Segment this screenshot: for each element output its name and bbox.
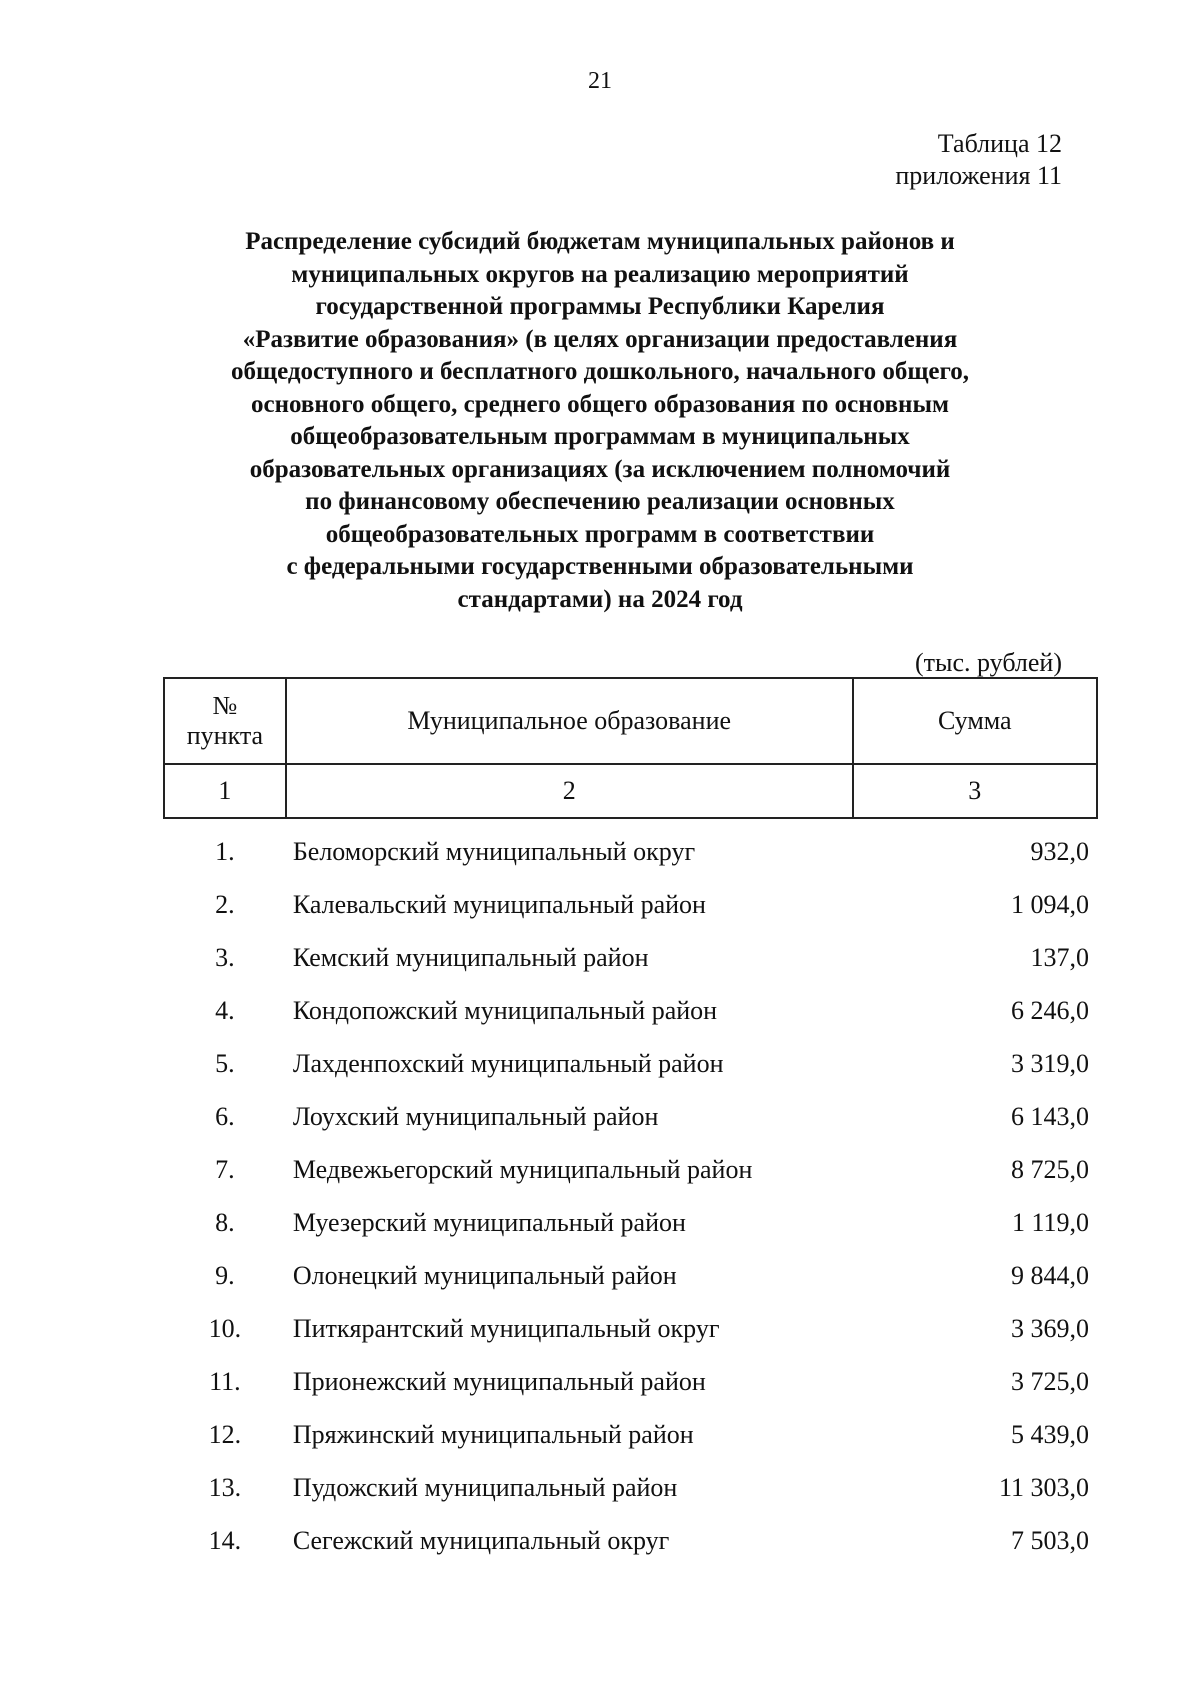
table-header (164, 678, 1097, 818)
table-row (164, 1514, 1097, 1567)
distribution-table (163, 677, 1098, 1567)
table-row (164, 1090, 1097, 1143)
row-municipality: Сегежский муниципальный округ (292, 1525, 670, 1555)
table-row (164, 1461, 1097, 1514)
table-reference-line1: Таблица 12 (937, 129, 1062, 158)
title-line: общедоступного и бесплатного дошкольного, начального общего, (230, 358, 970, 385)
row-number: 3. (215, 942, 235, 972)
row-number: 12. (208, 1419, 242, 1449)
row-sum: 1 094,0 (1011, 889, 1089, 919)
table-row (164, 878, 1097, 931)
row-municipality: Питкярантский муниципальный округ (292, 1313, 720, 1343)
row-number: 7. (215, 1154, 235, 1184)
table-body (164, 818, 1097, 1567)
header-number-label: пункта (186, 721, 264, 750)
row-municipality: Лоухский муниципальный район (292, 1101, 659, 1131)
row-number: 9. (215, 1260, 235, 1290)
row-municipality: Олонецкий муниципальный район (292, 1260, 677, 1290)
row-municipality: Кемский муниципальный район (292, 942, 649, 972)
row-sum: 6 246,0 (1011, 995, 1089, 1025)
row-municipality: Пряжинский муниципальный район (292, 1419, 694, 1449)
row-number: 10. (208, 1313, 242, 1343)
title-line: образовательных организациях (за исключением полномочий (249, 455, 951, 483)
row-number: 4. (215, 995, 235, 1025)
row-sum: 932,0 (1030, 836, 1089, 866)
header-number (164, 678, 286, 764)
table-row (164, 818, 1097, 878)
table-row (164, 931, 1097, 984)
row-sum: 3 369,0 (1011, 1313, 1089, 1343)
table-row (164, 1355, 1097, 1408)
row-municipality: Лахденпохский муниципальный район (292, 1048, 724, 1078)
row-municipality: Беломорский муниципальный округ (292, 836, 696, 866)
table-row (164, 1249, 1097, 1302)
title-line: муниципальных округов на реализацию мероприятий (291, 260, 909, 288)
title-line: стандартами) на 2024 год (457, 585, 743, 613)
title-line: основного общего, среднего общего образования по основным (250, 390, 950, 418)
page-number: 21 (588, 68, 612, 94)
row-sum: 9 844,0 (1011, 1260, 1089, 1290)
row-number: 8. (215, 1207, 235, 1237)
row-sum: 7 503,0 (1011, 1525, 1089, 1555)
table-reference-line2: приложения 11 (895, 161, 1062, 190)
row-municipality: Кондопожский муниципальный район (292, 995, 718, 1025)
column-number: 2 (286, 764, 853, 818)
table-row (164, 1143, 1097, 1196)
document-title (150, 226, 1050, 616)
header-sum: Сумма (853, 678, 1097, 764)
table-reference (895, 128, 1062, 192)
row-number: 6. (215, 1101, 235, 1131)
row-number: 5. (215, 1048, 235, 1078)
row-sum: 3 725,0 (1011, 1366, 1089, 1396)
title-line: по финансовому обеспечению реализации основных (305, 488, 895, 515)
table-row (164, 1408, 1097, 1461)
title-line: Распределение субсидий бюджетам муниципальных районов и (245, 228, 955, 255)
row-number: 1. (215, 836, 235, 866)
table-row (164, 1037, 1097, 1090)
row-municipality: Прионежский муниципальный район (292, 1366, 706, 1396)
column-number: 3 (853, 764, 1097, 818)
header-number-symbol: № (212, 691, 238, 720)
row-number: 13. (208, 1472, 242, 1502)
row-sum: 5 439,0 (1011, 1419, 1089, 1449)
title-line: общеобразовательных программ в соответствии (325, 520, 875, 548)
row-number: 2. (215, 889, 235, 919)
row-sum: 1 119,0 (1011, 1207, 1089, 1237)
title-line: «Развитие образования» (в целях организации предоставления (242, 325, 958, 353)
title-line: государственной программы Республики Карелия (315, 293, 885, 320)
title-line: с федеральными государственными образовательными (286, 553, 914, 580)
table-row (164, 1196, 1097, 1249)
row-sum: 8 725,0 (1011, 1154, 1089, 1184)
row-number: 11. (209, 1366, 241, 1396)
row-municipality: Пудожский муниципальный район (292, 1472, 678, 1502)
row-sum: 137,0 (1030, 942, 1089, 972)
row-sum: 11 303,0 (998, 1472, 1089, 1502)
row-municipality: Медвежьегорский муниципальный район (292, 1154, 753, 1184)
header-municipality: Муниципальное образование (286, 678, 853, 764)
row-sum: 6 143,0 (1011, 1101, 1089, 1131)
table-row (164, 984, 1097, 1037)
title-line: общеобразовательным программам в муниципальных (290, 423, 910, 450)
header-row (164, 678, 1097, 764)
row-number: 14. (208, 1525, 242, 1555)
table-row (164, 1302, 1097, 1355)
column-number: 1 (164, 764, 286, 818)
units-label: (тыс. рублей) (914, 648, 1062, 677)
column-numbers-row (164, 764, 1097, 818)
row-municipality: Калевальский муниципальный район (292, 889, 706, 919)
row-municipality: Муезерский муниципальный район (292, 1207, 686, 1237)
row-sum: 3 319,0 (1011, 1048, 1089, 1078)
